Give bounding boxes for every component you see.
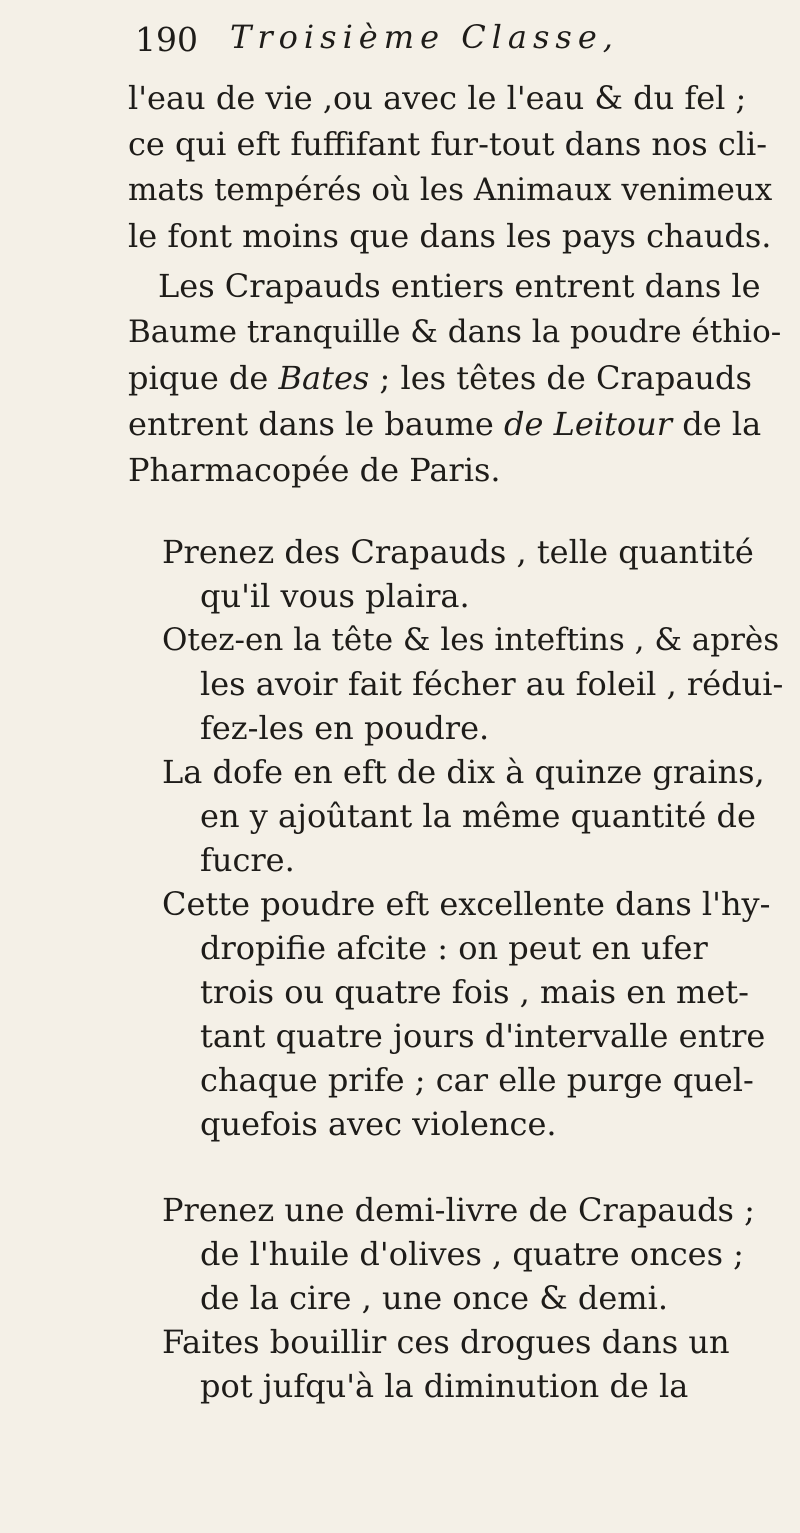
recipe-line: Faites bouillir ces drogues dans un: [162, 1323, 730, 1361]
text-line: Les Crapauds entiers entrent dans le: [158, 267, 761, 305]
recipe-line: quefois avec violence.: [200, 1105, 557, 1143]
running-title: Troisième Classe,: [230, 18, 619, 56]
recipe-line: qu'il vous plaira.: [200, 577, 470, 615]
page-number: 190: [135, 20, 198, 59]
recipe-line: de la cire , une once & demi.: [200, 1279, 669, 1317]
text-line: mats tempérés où les Animaux venimeux: [128, 172, 773, 208]
recipe-line: dropifie afcite : on peut en ufer: [200, 929, 708, 967]
text-line: le font moins que dans les pays chauds.: [128, 217, 772, 255]
recipe-line: fez-les en poudre.: [200, 709, 490, 747]
recipe-line: fucre.: [200, 841, 295, 879]
text-line: entrent dans le baume de Leitour de la: [128, 405, 762, 443]
author-name: de Leitour: [504, 405, 673, 443]
page-header: [135, 16, 775, 64]
recipe-line: Cette poudre eft excellente dans l'hy-: [162, 885, 771, 923]
text-line: Pharmacopée de Paris.: [128, 451, 501, 489]
text-line: pique de Bates ; les têtes de Crapauds: [128, 359, 752, 397]
author-name: Bates: [278, 359, 370, 397]
recipe-line: trois ou quatre fois , mais en met-: [200, 973, 749, 1011]
recipe-line: Prenez des Crapauds , telle quantité: [162, 533, 754, 571]
text-line: ce qui eft fuffifant fur-tout dans nos cli-: [128, 125, 768, 163]
recipe-line: chaque prife ; car elle purge quel-: [200, 1061, 754, 1099]
recipe-line: Prenez une demi-livre de Crapauds ;: [162, 1191, 755, 1229]
recipe-line: en y ajoûtant la même quantité de: [200, 797, 756, 835]
recipe-line: Otez-en la tête & les inteftins , & après: [162, 622, 780, 658]
recipe-line: les avoir fait fécher au foleil , rédui-: [200, 665, 784, 703]
recipe-line: de l'huile d'olives , quatre onces ;: [200, 1235, 744, 1273]
recipe-line: La dofe en eft de dix à quinze grains,: [162, 753, 765, 791]
recipe-line: tant quatre jours d'intervalle entre: [200, 1017, 766, 1055]
text-line: l'eau de vie ,ou avec le l'eau & du fel ;: [128, 79, 747, 117]
recipe-line: pot jufqu'à la diminution de la: [200, 1367, 689, 1405]
text-line: Baume tranquille & dans la poudre éthio-: [128, 314, 782, 350]
